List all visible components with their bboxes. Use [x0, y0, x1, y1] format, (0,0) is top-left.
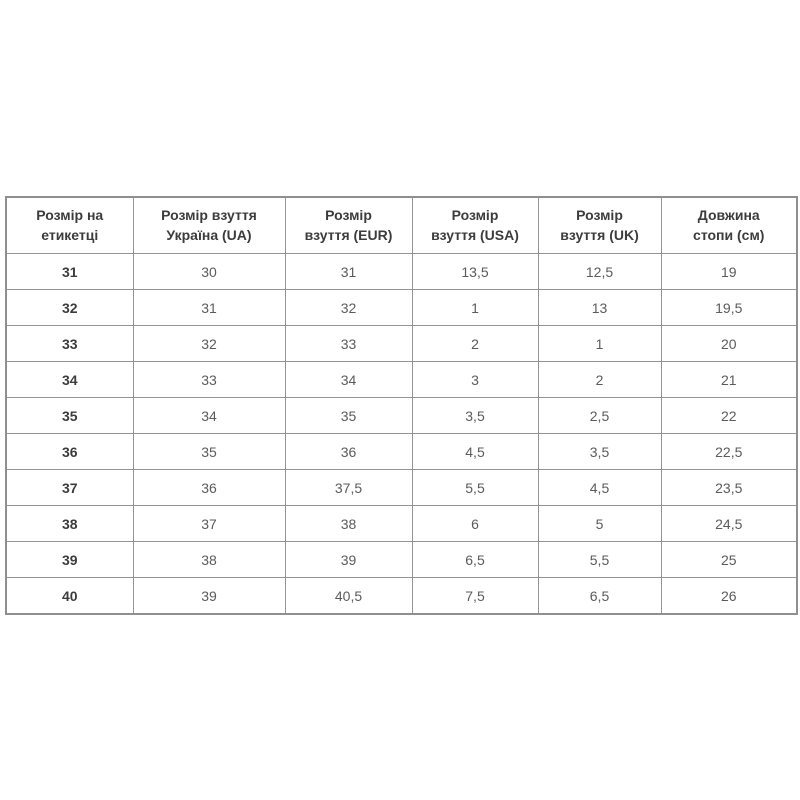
table-cell: 25 [661, 542, 797, 578]
table-cell: 23,5 [661, 470, 797, 506]
table-cell: 37 [133, 506, 285, 542]
table-cell: 36 [133, 470, 285, 506]
table-cell: 35 [285, 398, 412, 434]
table-cell: 33 [285, 326, 412, 362]
table-cell: 5 [538, 506, 661, 542]
table-cell: 3,5 [412, 398, 538, 434]
table-cell: 6 [412, 506, 538, 542]
table-cell: 37,5 [285, 470, 412, 506]
table-cell: 13 [538, 290, 661, 326]
table-row [6, 578, 797, 615]
table-cell: 31 [133, 290, 285, 326]
table-cell: 6,5 [412, 542, 538, 578]
table-cell: 32 [285, 290, 412, 326]
table-cell: 2 [538, 362, 661, 398]
table-row [6, 506, 797, 542]
row-label-cell: 39 [6, 542, 133, 578]
table-cell: 22,5 [661, 434, 797, 470]
column-header-2: Розмір взуття (EUR) [285, 197, 412, 254]
column-header-4: Розмір взуття (UK) [538, 197, 661, 254]
table-cell: 24,5 [661, 506, 797, 542]
table-cell: 36 [285, 434, 412, 470]
table-row [6, 326, 797, 362]
table-cell: 4,5 [412, 434, 538, 470]
row-label-cell: 33 [6, 326, 133, 362]
table-row [6, 542, 797, 578]
table-cell: 33 [133, 362, 285, 398]
row-label-cell: 34 [6, 362, 133, 398]
shoe-size-conversion-table [5, 196, 798, 615]
table-header-row [6, 197, 797, 254]
table-cell: 38 [285, 506, 412, 542]
column-header-0: Розмір на етикетці [6, 197, 133, 254]
table-cell: 1 [412, 290, 538, 326]
table-row [6, 398, 797, 434]
table-row [6, 470, 797, 506]
column-header-3: Розмір взуття (USA) [412, 197, 538, 254]
table-cell: 38 [133, 542, 285, 578]
table-row [6, 362, 797, 398]
row-label-cell: 35 [6, 398, 133, 434]
table-cell: 2,5 [538, 398, 661, 434]
table-cell: 34 [133, 398, 285, 434]
table-cell: 34 [285, 362, 412, 398]
row-label-cell: 40 [6, 578, 133, 615]
table-cell: 19,5 [661, 290, 797, 326]
table-cell: 40,5 [285, 578, 412, 615]
row-label-cell: 36 [6, 434, 133, 470]
table-cell: 3 [412, 362, 538, 398]
table-cell: 4,5 [538, 470, 661, 506]
table-cell: 32 [133, 326, 285, 362]
table-cell: 31 [285, 254, 412, 290]
table-cell: 3,5 [538, 434, 661, 470]
column-header-5: Довжина стопи (см) [661, 197, 797, 254]
table-cell: 6,5 [538, 578, 661, 615]
table-cell: 5,5 [412, 470, 538, 506]
table-cell: 1 [538, 326, 661, 362]
table-cell: 13,5 [412, 254, 538, 290]
table-row [6, 290, 797, 326]
table-cell: 39 [285, 542, 412, 578]
table-cell: 22 [661, 398, 797, 434]
table-cell: 20 [661, 326, 797, 362]
table-cell: 26 [661, 578, 797, 615]
table-cell: 5,5 [538, 542, 661, 578]
table-body [6, 254, 797, 615]
table-cell: 35 [133, 434, 285, 470]
table-cell: 2 [412, 326, 538, 362]
row-label-cell: 32 [6, 290, 133, 326]
table-cell: 21 [661, 362, 797, 398]
row-label-cell: 37 [6, 470, 133, 506]
column-header-1: Розмір взуття Україна (UA) [133, 197, 285, 254]
table-cell: 30 [133, 254, 285, 290]
table-cell: 19 [661, 254, 797, 290]
row-label-cell: 31 [6, 254, 133, 290]
table-cell: 12,5 [538, 254, 661, 290]
table-row [6, 254, 797, 290]
table-cell: 7,5 [412, 578, 538, 615]
row-label-cell: 38 [6, 506, 133, 542]
table-row [6, 434, 797, 470]
table-cell: 39 [133, 578, 285, 615]
